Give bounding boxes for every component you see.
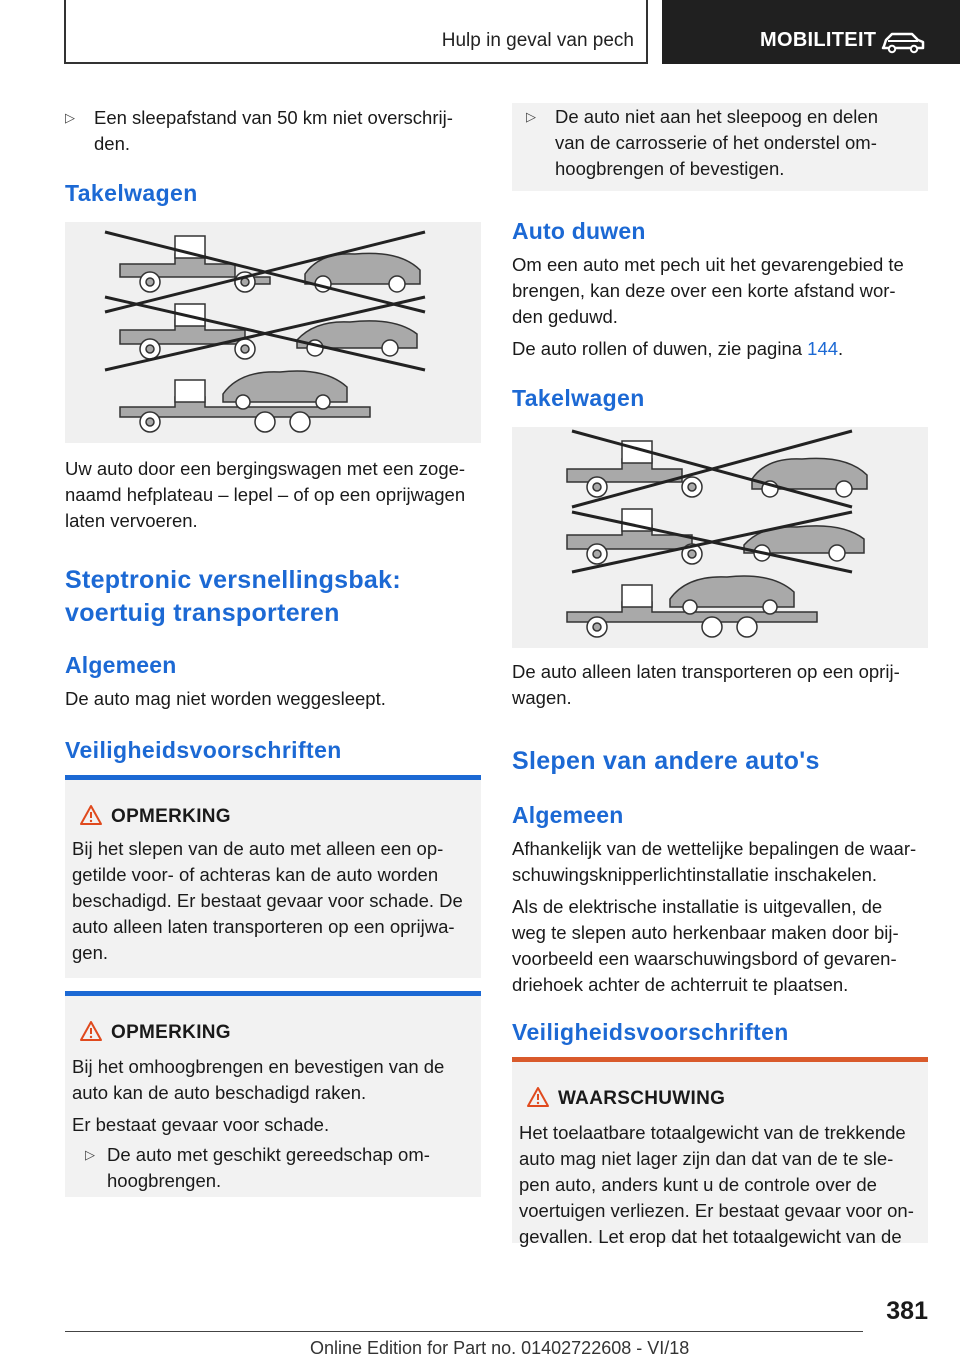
- notice-continuation: [512, 103, 928, 191]
- text-line: driehoek achter de achterruit te plaatsen.: [512, 974, 849, 995]
- text-line: Het toelaatbare totaalgewicht van de trekkende: [519, 1122, 906, 1143]
- text-line: schuwingsknipperlichtinstallatie inschakelen.: [512, 864, 878, 885]
- notice-box: [65, 775, 481, 978]
- text-line: wagen.: [512, 687, 572, 708]
- text-line: Om een auto met pech uit het gevarengebied te: [512, 254, 904, 275]
- paragraph: [512, 659, 928, 711]
- section-tab: [64, 0, 648, 64]
- text-line: weg te slepen auto herkenbaar maken door bij-: [512, 922, 899, 943]
- triangle-bullet-icon: ▷: [526, 109, 536, 124]
- heading-takelwagen: Takelwagen: [512, 385, 645, 411]
- text-line: De auto alleen laten transporteren op een oprij-: [512, 661, 900, 682]
- warning-triangle-icon: [79, 804, 103, 826]
- text-line: van de carrosserie of het onderstel om-: [555, 132, 877, 153]
- triangle-bullet-icon: ▷: [65, 110, 75, 125]
- text-line: den.: [94, 133, 131, 154]
- heading-takelwagen: Takelwagen: [65, 180, 198, 206]
- warning-title: WAARSCHUWING: [558, 1088, 726, 1109]
- reference-text: De auto rollen of duwen, zie pagina: [512, 338, 808, 359]
- notice-title: OPMERKING: [111, 806, 231, 827]
- page-number: 381: [886, 1297, 928, 1325]
- text-line: gen.: [72, 942, 109, 963]
- heading-algemeen: Algemeen: [512, 802, 624, 828]
- triangle-bullet-icon: ▷: [85, 1147, 95, 1162]
- text-line: auto mag niet lager zijn dan dat van de te sle-: [519, 1148, 894, 1169]
- warning-box: [512, 1057, 928, 1247]
- page-reference: [512, 336, 932, 362]
- paragraph: [512, 836, 938, 998]
- text-line: hoogbrengen of bevestigen.: [555, 158, 785, 179]
- text-line: Bij het omhoogbrengen en bevestigen van de: [72, 1056, 445, 1077]
- section-title: Hulp in geval van pech: [441, 30, 634, 51]
- text-line: beschadigd. Er bestaat gevaar voor schade. De: [72, 890, 463, 911]
- reference-text: .: [838, 338, 844, 359]
- notice-box: [65, 991, 481, 1197]
- text-line: auto kan de auto beschadigd raken.: [72, 1082, 367, 1103]
- paragraph: De auto mag niet worden weggesleept.: [65, 688, 386, 709]
- warning-triangle-icon: [526, 1086, 550, 1108]
- text-line: voertuigen verliezen. Er bestaat gevaar voor on-: [519, 1200, 914, 1221]
- page-header: [0, 0, 960, 66]
- text-line: De auto met geschikt gereedschap om-: [107, 1144, 430, 1165]
- warning-triangle-icon: [79, 1020, 103, 1042]
- heading-slepen: Slepen van andere auto's: [512, 747, 820, 775]
- edition-label: Online Edition for Part no. 01402722608 - VI/18: [310, 1338, 690, 1358]
- notice-text: [72, 836, 477, 966]
- notice-text: [72, 1054, 477, 1138]
- notice-title: OPMERKING: [111, 1022, 231, 1043]
- car-icon: [880, 30, 926, 54]
- heading-veiligheid: Veiligheidsvoorschriften: [512, 1019, 789, 1045]
- text-line: getilde voor- of achteras kan de auto worden: [72, 864, 439, 885]
- tow-truck-illustration: [512, 427, 928, 648]
- paragraph: [512, 252, 932, 362]
- heading-line: Steptronic versnellingsbak:: [65, 566, 401, 594]
- text-line: naamd hefplateau – lepel – of op een oprijwagen: [65, 484, 466, 505]
- footer-divider: [65, 1331, 863, 1332]
- paragraph: [65, 456, 481, 534]
- text-line: Er bestaat gevaar voor schade.: [72, 1114, 330, 1135]
- text-line: laten vervoeren.: [65, 510, 198, 531]
- text-line: Een sleepafstand van 50 km niet overschrij-: [94, 107, 453, 128]
- text-line: Bij het slepen van de auto met alleen een op-: [72, 838, 444, 859]
- text-line: Als de elektrische installatie is uitgevallen, de: [512, 896, 883, 917]
- text-line: den geduwd.: [512, 306, 618, 327]
- tow-truck-diagram-icon: [512, 427, 928, 648]
- text-line: voorbeeld een waarschuwingsbord of gevaren-: [512, 948, 897, 969]
- warning-text: [519, 1120, 928, 1250]
- text-line: Uw auto door een bergingswagen met een zoge-: [65, 458, 466, 479]
- text-line: gevallen. Let erop dat het totaalgewicht van de: [519, 1226, 902, 1247]
- text-line: De auto niet aan het sleepoog en delen: [555, 106, 878, 127]
- tow-truck-diagram-icon: [65, 222, 481, 443]
- text-line: auto alleen laten transporteren op een oprijwa-: [72, 916, 455, 937]
- chapter-title: MOBILITEIT: [760, 29, 877, 51]
- text-line: pen auto, anders kunt u de controle over de: [519, 1174, 877, 1195]
- heading-auto-duwen: Auto duwen: [512, 218, 646, 244]
- page-link[interactable]: 144: [807, 338, 839, 359]
- heading-line: voertuig transporteren: [65, 599, 340, 627]
- tow-truck-illustration: [65, 222, 481, 443]
- heading-veiligheid: Veiligheidsvoorschriften: [65, 737, 342, 763]
- text-line: hoogbrengen.: [107, 1170, 222, 1191]
- text-line: Afhankelijk van de wettelijke bepalingen de waar-: [512, 838, 917, 859]
- heading-algemeen: Algemeen: [65, 652, 177, 678]
- text-line: brengen, kan deze over een korte afstand wor-: [512, 280, 896, 301]
- heading-steptronic: [65, 564, 481, 630]
